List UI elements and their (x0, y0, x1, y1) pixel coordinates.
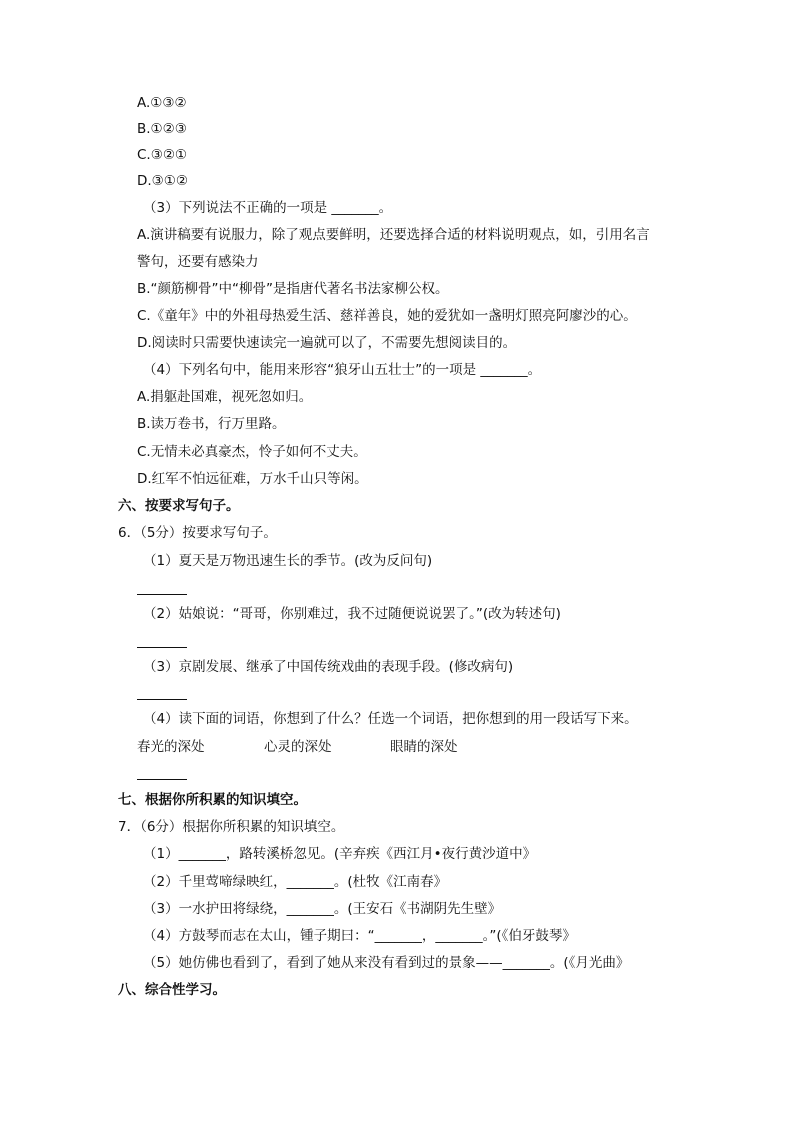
section-8-heading: 八、综合性学习。 (118, 982, 226, 998)
question-7-stem: 7．（6分）根据你所积累的知识填空。 (118, 819, 345, 835)
q4-option-d: D.红军不怕远征难，万水千山只等闲。 (137, 471, 368, 487)
q6-part-1: （1）夏天是万物迅速生长的季节。(改为反问句) (143, 553, 433, 569)
word-3: 眼睛的深处 (390, 739, 458, 755)
q4-option-c: C.无情未必真豪杰，怜子如何不丈夫。 (137, 444, 367, 460)
q3-option-c: C.《童年》中的外祖母热爱生活、慈祥善良，她的爱犹如一盏明灯照亮阿廖沙的心。 (137, 308, 637, 324)
q3-option-a-line1: A.演讲稿要有说服力，除了观点要鲜明，还要选择合适的材料说明观点，如，引用名言 (137, 227, 650, 243)
q7-part-5: （5）她仿佛也看到了，看到了她从来没有看到过的景象——_______。(《月光曲》 (143, 955, 630, 971)
option-d: D.③①② (137, 173, 188, 189)
answer-blank[interactable] (137, 647, 187, 648)
q7-part-4: （4）方鼓琴而志在太山，锺子期曰：“_______，_______。”(《伯牙鼓琴》 (143, 928, 576, 944)
section-6-heading: 六、按要求写句子。 (118, 498, 240, 514)
section-7-heading: 七、根据你所积累的知识填空。 (118, 792, 307, 808)
q3-option-d: D.阅读时只需要快速读完一遍就可以了，不需要先想阅读目的。 (137, 335, 517, 351)
answer-blank[interactable] (137, 699, 187, 700)
answer-blank[interactable] (137, 779, 187, 780)
answer-blank[interactable] (137, 594, 187, 595)
q3-option-b: B.“颜筋柳骨”中“柳骨”是指唐代著名书法家柳公权。 (137, 281, 449, 297)
q3-option-a-line2: 警句，还要有感染力 (137, 254, 259, 270)
question-6-stem: 6．（5分）按要求写句子。 (118, 525, 277, 541)
sub-question-4-stem: （4）下列名句中，能用来形容“狼牙山五壮士”的一项是 _______。 (143, 362, 542, 378)
option-a: A.①③② (137, 95, 187, 111)
q7-part-3: （3）一水护田将绿绕，_______。(王安石《书湖阴先生壁》 (143, 901, 502, 917)
q7-part-1: （1）_______，路转溪桥忽见。(辛弃疾《西江月•夜行黄沙道中》 (143, 846, 537, 862)
q7-part-2: （2）千里莺啼绿映红，_______。(杜牧《江南春》 (143, 874, 448, 890)
q6-part-2: （2）姑娘说：“哥哥，你别难过，我不过随便说说罢了。”(改为转述句) (143, 606, 561, 622)
sub-question-3-stem: （3）下列说法不正确的一项是 _______。 (143, 200, 393, 216)
option-c: C.③②① (137, 147, 188, 163)
q4-option-a: A.捐躯赴国难，视死忽如归。 (137, 389, 313, 405)
q6-part-3: （3）京剧发展、继承了中国传统戏曲的表现手段。(修改病句) (143, 659, 514, 675)
q4-option-b: B.读万卷书，行万里路。 (137, 416, 286, 432)
word-2: 心灵的深处 (264, 739, 332, 755)
word-1: 春光的深处 (137, 739, 205, 755)
option-b: B.①②③ (137, 121, 187, 137)
q6-part-4: （4）读下面的词语，你想到了什么？任选一个词语，把你想到的用一段话写下来。 (143, 711, 638, 727)
